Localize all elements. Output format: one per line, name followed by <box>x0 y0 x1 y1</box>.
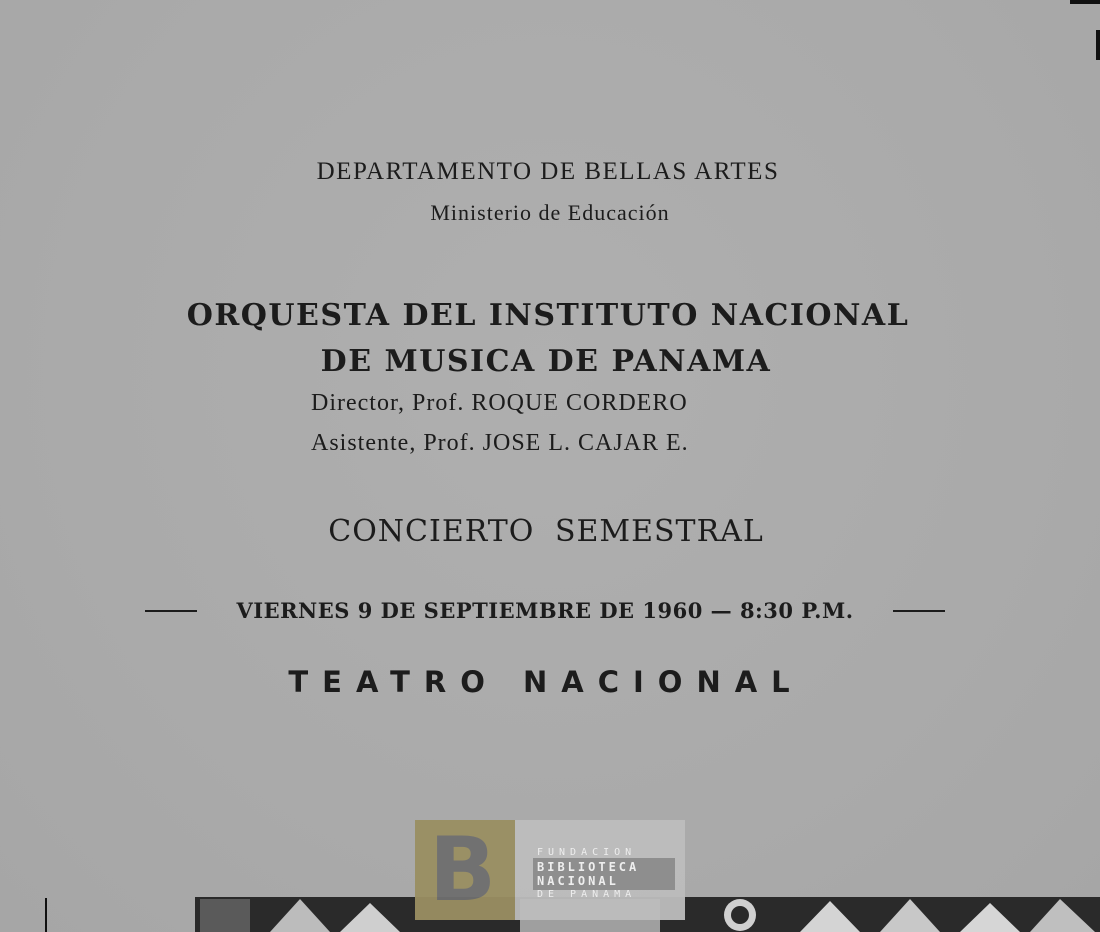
scan-mark-top-right <box>1070 0 1100 4</box>
venue-name: TEATRO NACIONAL <box>288 665 804 699</box>
logo-letter: B <box>429 818 497 921</box>
logo-line-panama: DE PANAMA <box>537 889 637 900</box>
scan-mark-right-edge <box>1096 30 1100 60</box>
logo-line-nacional: NACIONAL <box>537 874 619 888</box>
orchestra-name-line1: ORQUESTA DEL INSTITUTO NACIONAL <box>186 298 910 333</box>
logo-line-biblioteca: BIBLIOTECA <box>537 860 640 874</box>
concert-title: CONCIERTO SEMESTRAL <box>328 514 764 549</box>
logo-gold-block <box>415 820 515 920</box>
assistant-credit: Asistente, Prof. JOSE L. CAJAR E. <box>311 430 689 456</box>
date-row <box>145 598 945 623</box>
department-title: DEPARTAMENTO DE BELLAS ARTES <box>316 158 780 185</box>
director-credit: Director, Prof. ROQUE CORDERO <box>311 390 688 416</box>
foundation-logo <box>415 820 685 920</box>
event-date-time: VIERNES 9 DE SEPTIEMBRE DE 1960 — 8:30 P.M. <box>236 598 854 623</box>
orchestra-name-line2: DE MUSICA DE PANAMA <box>320 344 772 379</box>
left-rule <box>145 610 197 612</box>
ministry-subtitle: Ministerio de Educación <box>430 200 670 225</box>
logo-line-fundacion: FUNDACION <box>537 847 637 858</box>
right-rule <box>893 610 945 612</box>
